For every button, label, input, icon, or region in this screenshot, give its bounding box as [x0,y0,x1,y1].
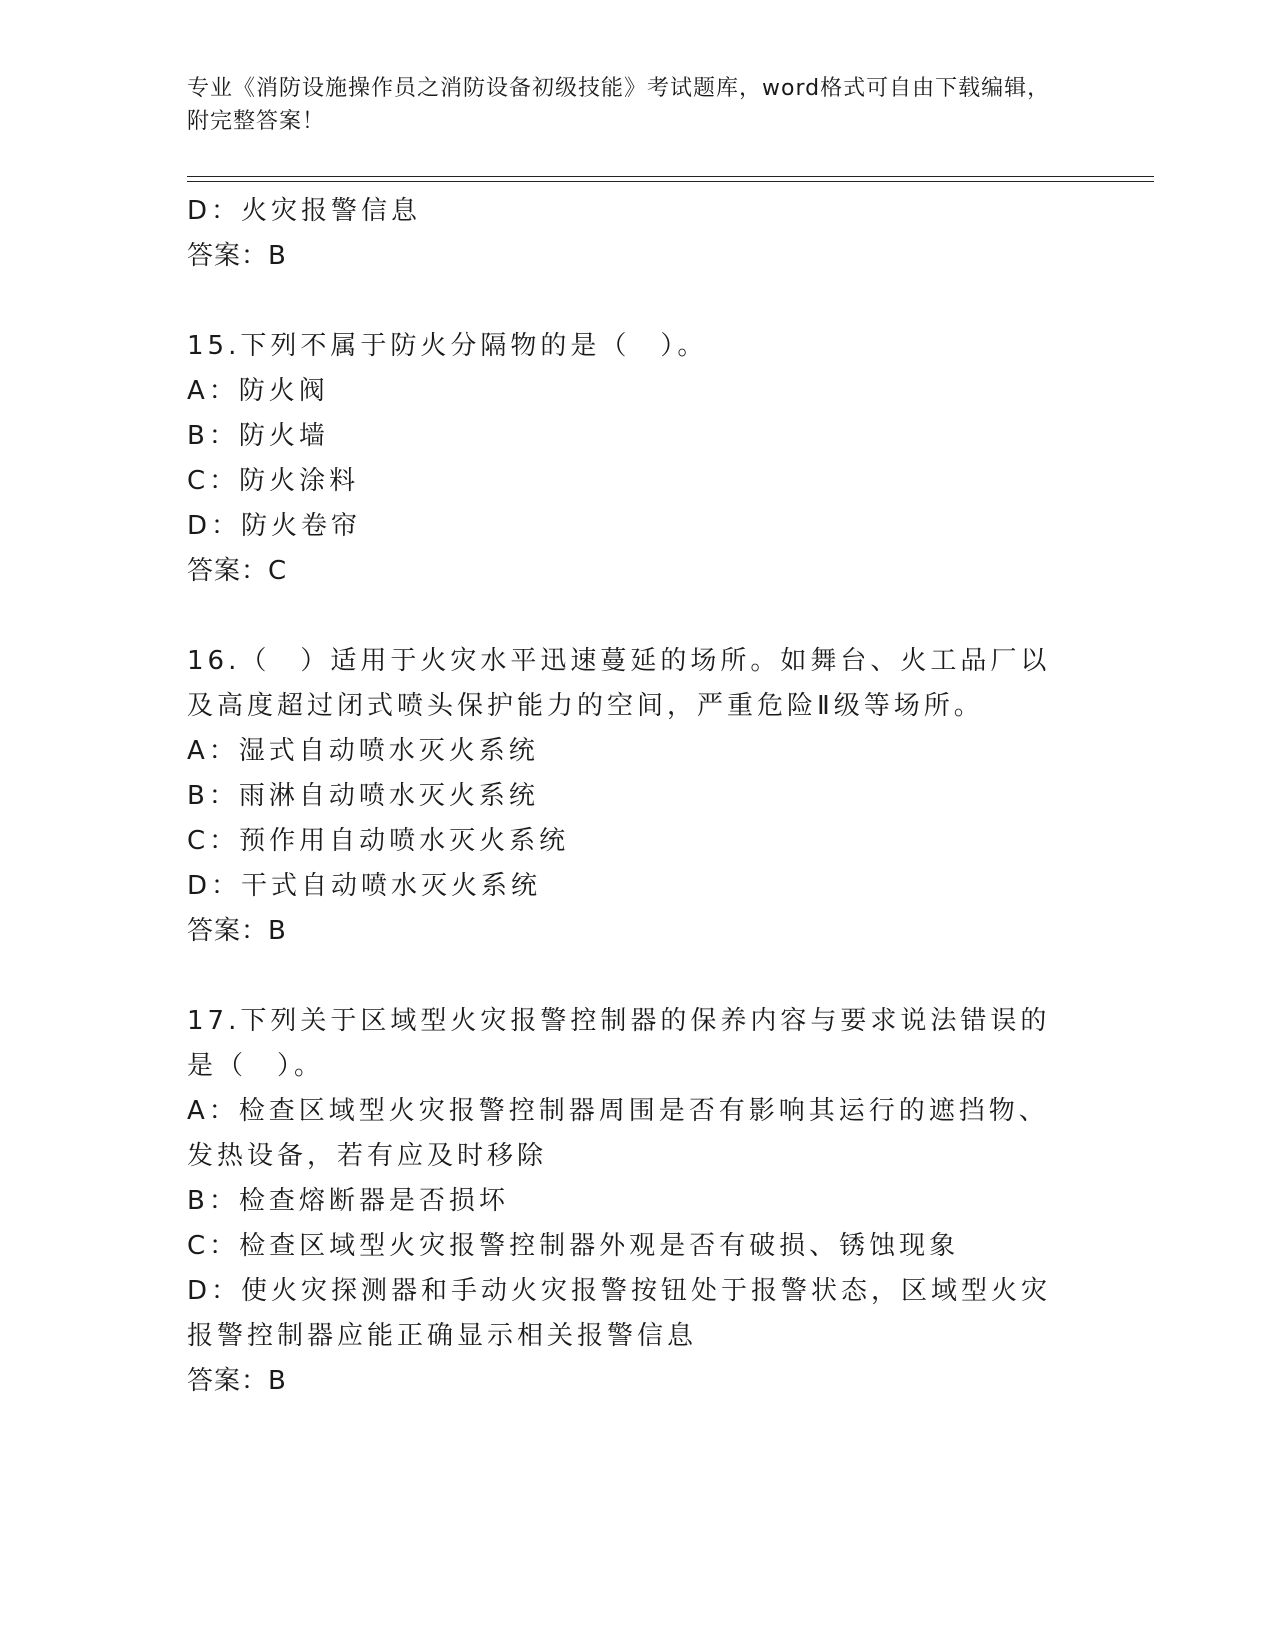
question-16-stem: 16.（ ）适用于火灾水平迅速蔓延的场所。如舞台、火工品厂以及高度超过闭式喷头保护能力的空间，严重危险Ⅱ级等场所。 [187,646,1051,721]
spacer [187,954,1087,999]
question-17-stem: 17.下列关于区域型火灾报警控制器的保养内容与要求说法错误的是（ ）。 [187,1006,1051,1081]
spacer [187,279,1087,324]
question-17-option-d: D：使火灾探测器和手动火灾报警按钮处于报警状态，区域型火灾报警控制器应能正确显示相关报警信息 [187,1276,1052,1351]
header-rule-top [187,176,1154,177]
question-15-answer: 答案：C [187,556,288,586]
question-list [187,189,1087,1404]
question-16-option-c: C：预作用自动喷水灭火系统 [187,826,570,856]
question-17-answer: 答案：B [187,1366,287,1396]
header-rule-bottom [187,181,1154,182]
question-16-option-d: D：干式自动喷水灭火系统 [187,871,542,901]
question-15-option-a: A：防火阀 [187,376,329,406]
question-16-option-b: B：雨淋自动喷水灭火系统 [187,781,539,811]
question-17-option-a: A：检查区域型火灾报警控制器周围是否有影响其运行的遮挡物、发热设备，若有应及时移除 [187,1096,1049,1171]
question-17-option-c: C：检查区域型火灾报警控制器外观是否有破损、锈蚀现象 [187,1231,960,1261]
document-header: 专业《消防设施操作员之消防设备初级技能》考试题库，word格式可自由下载编辑，附完整答案！ [187,76,1051,134]
question-15-option-d: D：防火卷帘 [187,511,362,541]
spacer [187,594,1087,639]
question-15-option-b: B：防火墙 [187,421,329,451]
prev-option-d: D：火灾报警信息 [187,196,422,226]
question-17-option-b: B：检查熔断器是否损坏 [187,1186,509,1216]
prev-answer: 答案：B [187,241,287,271]
question-16-answer: 答案：B [187,916,287,946]
question-15-option-c: C：防火涂料 [187,466,360,496]
question-16-option-a: A：湿式自动喷水灭火系统 [187,736,539,766]
question-15-stem: 15.下列不属于防火分隔物的是（ ）。 [187,331,708,361]
